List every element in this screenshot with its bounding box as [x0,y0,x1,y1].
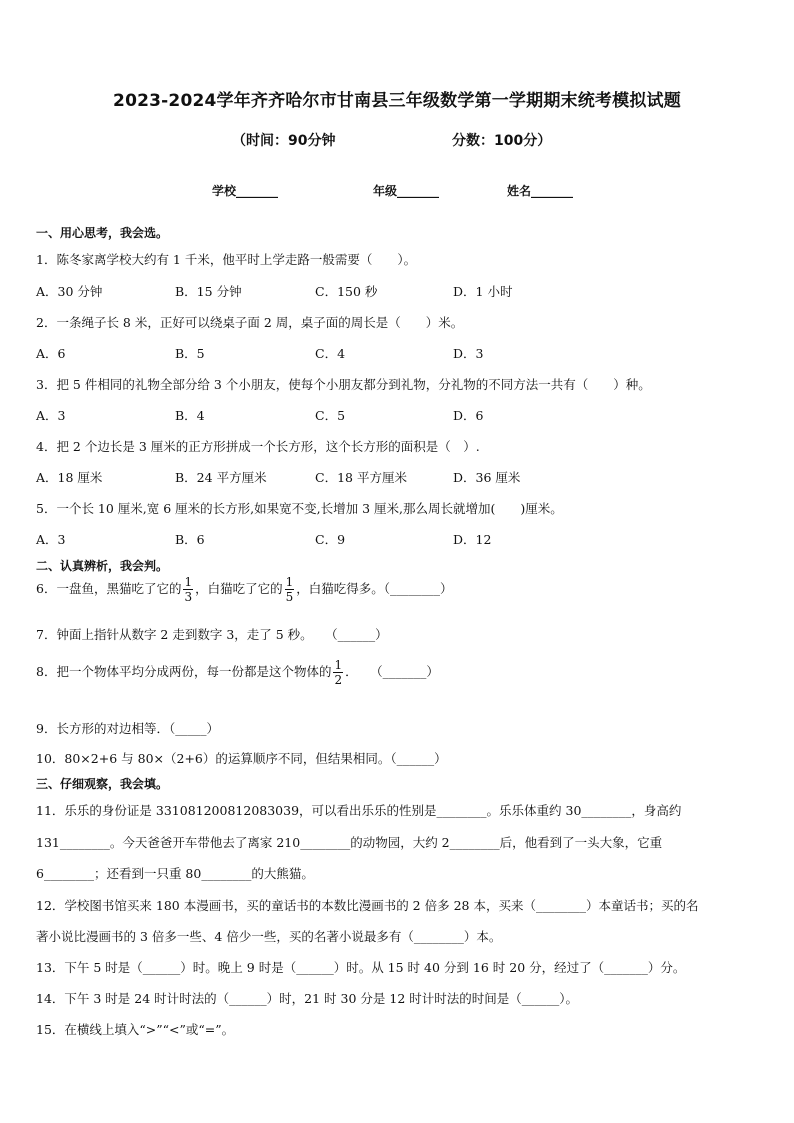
page-title: 2023-2024学年齐齐哈尔市甘南县三年级数学第一学期期末统考模拟试题 [113,91,681,111]
question-7: 7．钟面上指针从数字 2 走到数字 3，走了 5 秒。 （______） [36,627,388,642]
question-3: 3．把 5 件相同的礼物全部分给 3 个小朋友，使每个小朋友都分到礼物，分礼物的不同方法一共有（ ）种。 [36,377,651,392]
q1-option-b: B．15 分钟 [175,284,242,299]
question-15: 15．在横线上填入“>”“<”或“=”。 [36,1022,235,1037]
question-12-line-2: 著小说比漫画书的 3 倍多一些、4 倍少一些，买的名著小说最多有（________）本。 [36,929,502,944]
question-1: 1．陈冬家离学校大约有 1 千米，他平时上学走路一般需要（ ）。 [36,252,417,267]
question-4: 4．把 2 个边长是 3 厘米的正方形拼成一个长方形，这个长方形的面积是（ ）. [36,439,480,454]
fraction-one-half: $\frac{1}{2}$ [334,658,343,687]
exam-time: （时间：90分钟 [232,133,336,149]
q1-option-c: C．150 秒 [315,284,378,299]
question-11-line-1: 11．乐乐的身份证是 331081200812083039，可以看出乐乐的性别是________。乐乐体重约 30________，身高约 [36,803,682,818]
question-14: 14．下午 3 时是 24 时计时法的（______）时，21 时 30 分是 12 时计时法的时间是（______）。 [36,991,578,1006]
q5-option-a: A．3 [36,532,66,547]
question-6 [36,576,453,603]
q2-option-b: B．5 [175,346,205,361]
question-9: 9．长方形的对边相等．（_____） [36,721,219,736]
q2-option-a: A．6 [36,346,66,361]
q6-text-b: ，白猫吃了它的 [195,581,283,596]
q8-text-a: 8．把一个物体平均分成两份，每一份都是这个物体的 [36,664,332,679]
q5-option-b: B．6 [175,532,205,547]
q4-option-b: B．24 平方厘米 [175,470,267,485]
q3-option-a: A．3 [36,408,66,423]
question-8 [36,659,439,686]
question-10: 10．80×2+6 与 80×（2+6）的运算顺序不同，但结果相同。（______） [36,751,447,766]
q5-option-c: C．9 [315,532,346,547]
grade-field: 年级_______ [373,184,440,198]
q1-option-a: A．30 分钟 [36,284,103,299]
q3-option-c: C．5 [315,408,346,423]
q6-text-c: ，白猫吃得多。（________） [296,581,453,596]
section-2-title: 二、认真辨析，我会判。 [36,559,169,573]
question-13: 13．下午 5 时是（______）时。晚上 9 时是（______）时。从 15 时 40 分到 16 时 20 分，经过了（_______）分。 [36,960,686,975]
section-3-title: 三、仔细观察，我会填。 [36,777,169,791]
q3-option-d: D．6 [453,408,484,423]
question-11-line-3: 6________；还看到一只重 80________的大熊猫。 [36,866,314,881]
q2-option-d: D．3 [453,346,484,361]
q1-option-d: D．1 小时 [453,284,513,299]
name-field: 姓名_______ [507,184,574,198]
q4-option-a: A．18 厘米 [36,470,103,485]
q8-text-b: ． （_______） [345,664,439,679]
q3-option-b: B．4 [175,408,205,423]
q4-option-d: D．36 厘米 [453,470,521,485]
school-field: 学校_______ [212,184,279,198]
question-12-line-1: 12．学校图书馆买来 180 本漫画书，买的童话书的本数比漫画书的 2 倍多 28 本，买来（________）本童话书；买的名 [36,898,699,913]
q5-option-d: D．12 [453,532,492,547]
section-1-title: 一、用心思考，我会选。 [36,226,169,240]
question-11-line-2: 131________。今天爸爸开车带他去了离家 210________的动物园，大约 2________后，他看到了一头大象，它重 [36,835,663,850]
question-5: 5．一个长 10 厘米,宽 6 厘米的长方形,如果宽不变,长增加 3 厘米,那么周长就增加( )厘米。 [36,501,563,516]
fraction-one-third: $\frac{1}{3}$ [184,575,193,604]
question-2: 2．一条绳子长 8 米，正好可以绕桌子面 2 周，桌子面的周长是（ ）米。 [36,315,464,330]
q4-option-c: C．18 平方厘米 [315,470,407,485]
q6-text-a: 6．一盘鱼，黑猫吃了它的 [36,581,182,596]
q2-option-c: C．4 [315,346,346,361]
exam-score: 分数：100分） [452,133,552,149]
fraction-one-fifth: $\frac{1}{5}$ [285,575,294,604]
